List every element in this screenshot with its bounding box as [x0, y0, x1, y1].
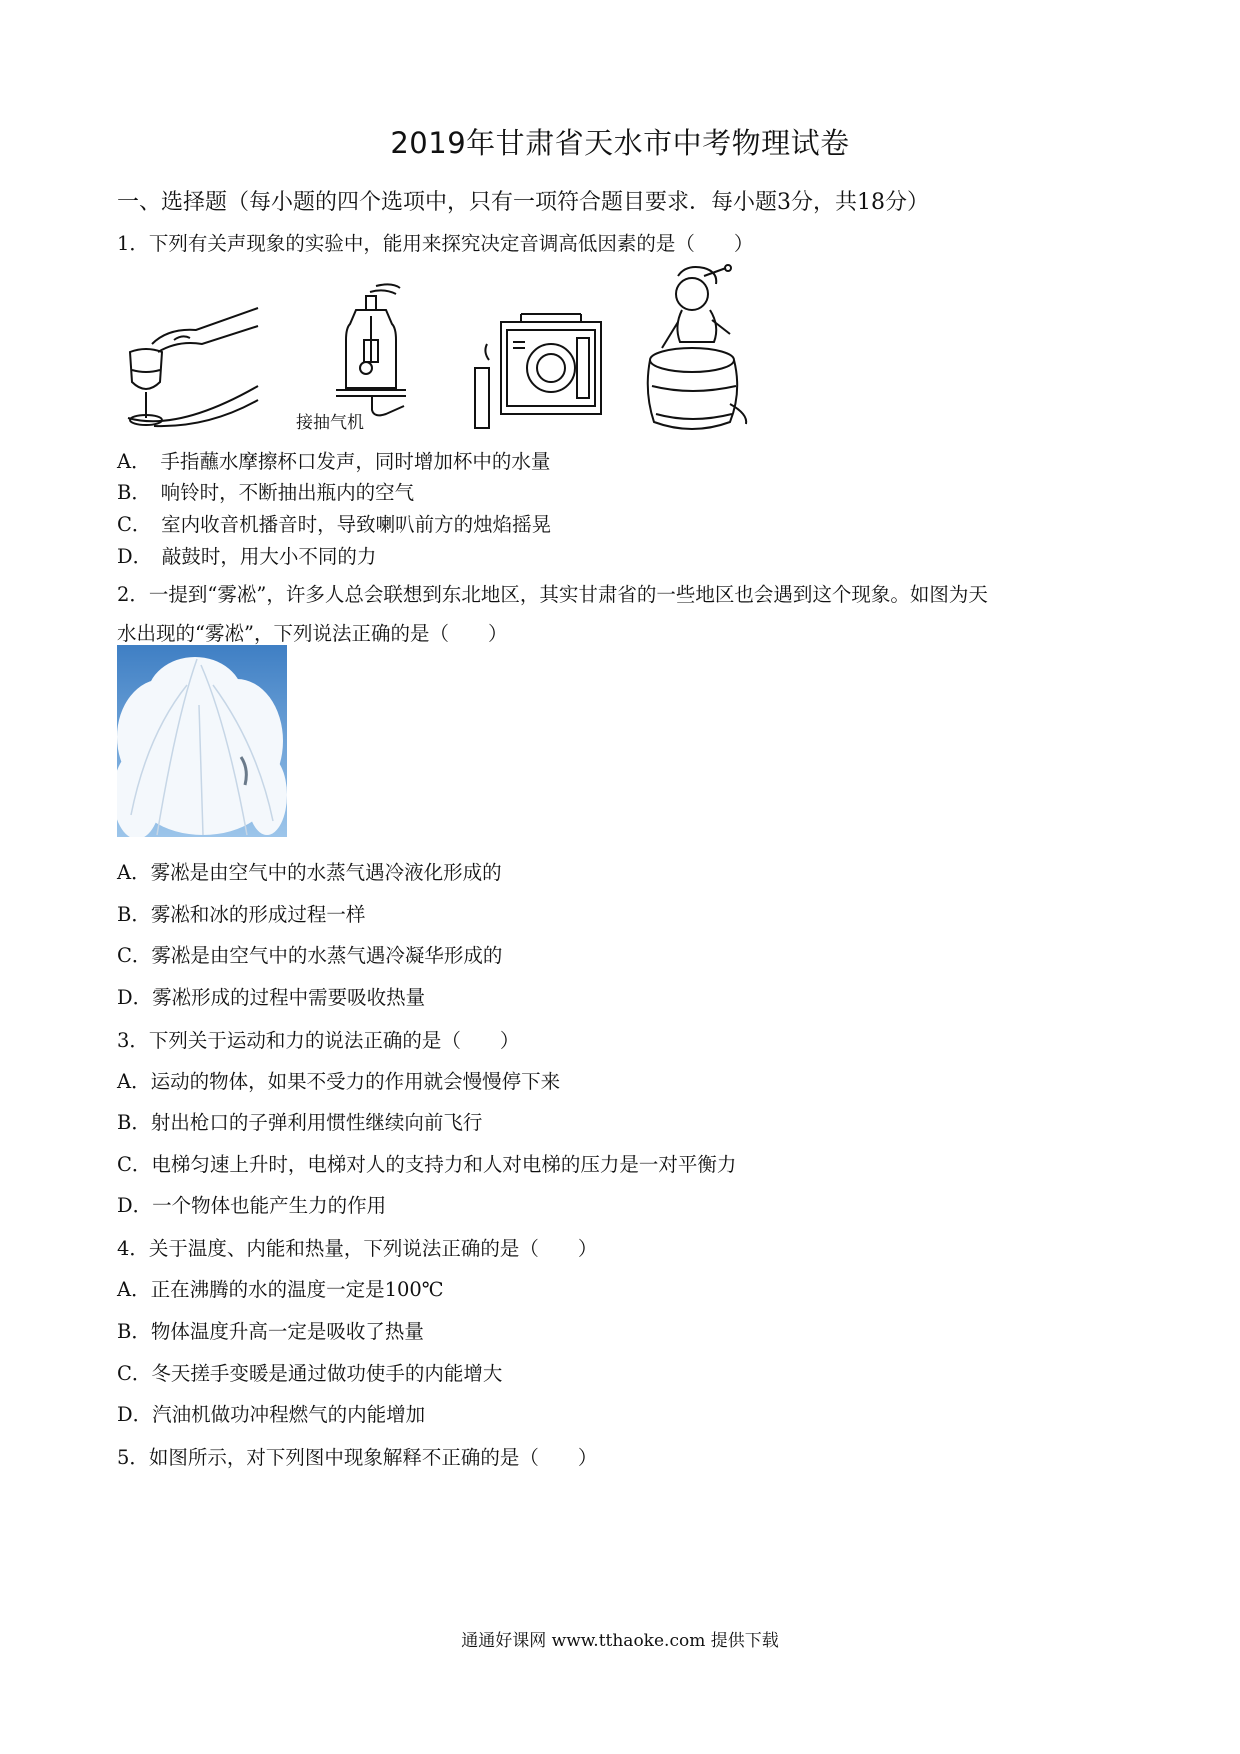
question-1-stem: 1．下列有关声现象的实验中，能用来探究决定音调高低因素的是（ ） [117, 232, 754, 255]
q4-option-a: A．正在沸腾的水的温度一定是100℃ [117, 1278, 444, 1301]
q2-option-d: D．雾凇形成的过程中需要吸收热量 [117, 986, 426, 1009]
q2-option-c: C．雾凇是由空气中的水蒸气遇冷凝华形成的 [117, 944, 503, 967]
q1-option-d: D． 敲鼓时，用大小不同的力 [117, 545, 377, 568]
q3-option-a: A．运动的物体，如果不受力的作用就会慢慢停下来 [117, 1070, 561, 1093]
radio-candle-figure [465, 308, 605, 433]
q3-option-d: D．一个物体也能产生力的作用 [117, 1194, 387, 1217]
q4-option-b: B．物体温度升高一定是吸收了热量 [117, 1320, 424, 1343]
page-title: 2019年甘肃省天水市中考物理试卷 [390, 126, 850, 160]
q4-option-d: D．汽油机做功冲程燃气的内能增加 [117, 1403, 426, 1426]
q4-option-c: C．冬天搓手变暖是通过做功使手的内能增大 [117, 1362, 503, 1385]
q1-option-a: A． 手指蘸水摩擦杯口发声，同时增加杯中的水量 [117, 450, 551, 473]
rime-tree-photo [117, 645, 287, 837]
question-4-stem: 4．关于温度、内能和热量，下列说法正确的是（ ） [117, 1237, 598, 1260]
q2-option-b: B．雾凇和冰的形成过程一样 [117, 903, 366, 926]
vacuum-pump-label: 接抽气机 [296, 413, 364, 433]
question-3-stem: 3．下列关于运动和力的说法正确的是（ ） [117, 1029, 520, 1052]
q2-option-a: A．雾凇是由空气中的水蒸气遇冷液化形成的 [117, 861, 502, 884]
q1-option-b: B． 响铃时，不断抽出瓶内的空气 [117, 481, 415, 504]
question-2-stem-line1: 2．一提到“雾凇”，许多人总会联想到东北地区，其实甘肃省的一些地区也会遇到这个现象。如图为天 [117, 583, 988, 606]
question-5-stem: 5．如图所示，对下列图中现象解释不正确的是（ ） [117, 1446, 598, 1469]
q3-option-b: B．射出枪口的子弹利用惯性继续向前飞行 [117, 1111, 483, 1134]
question-2-stem-line2: 水出现的“雾凇”，下列说法正确的是（ ） [117, 622, 508, 645]
page-footer: 通通好课网 www.tthaoke.com 提供下载 [461, 1631, 779, 1651]
section-heading: 一、选择题（每小题的四个选项中，只有一项符合题目要求．每小题3分，共18分） [117, 190, 929, 215]
wine-glass-hand-figure [118, 300, 263, 432]
q3-option-c: C．电梯匀速上升时，电梯对人的支持力和人对电梯的压力是一对平衡力 [117, 1153, 737, 1176]
drummer-figure [634, 264, 764, 436]
q1-option-c: C． 室内收音机播音时，导致喇叭前方的烛焰摇晃 [117, 513, 552, 536]
